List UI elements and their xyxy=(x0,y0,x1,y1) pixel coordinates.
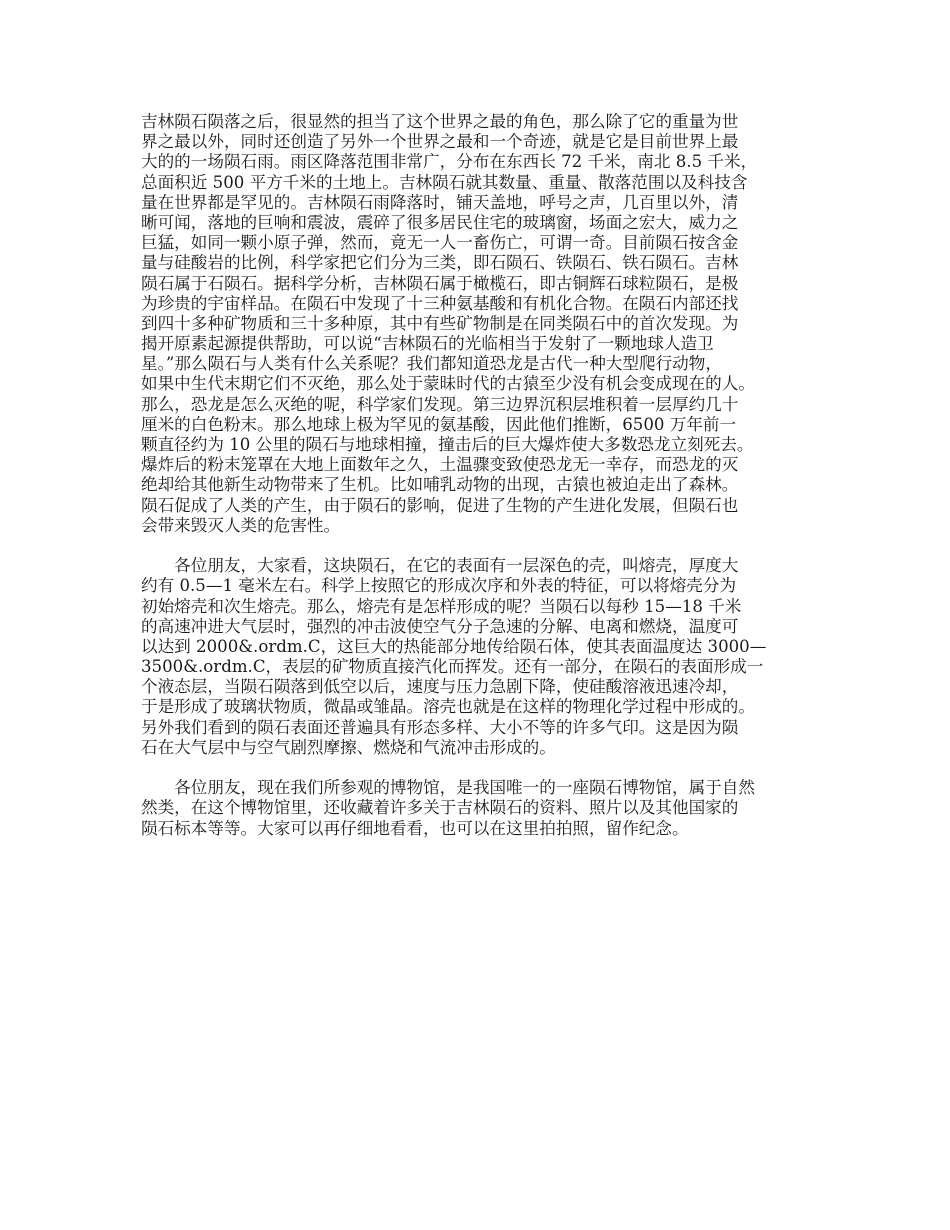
text-line: 如果中生代末期它们不灭绝，那么处于蒙昧时代的古猿至少没有机会变成现在的人。 xyxy=(141,374,755,394)
text-line: 颗直径约为 10 公里的陨石与地球相撞，撞击后的巨大爆炸使大多数恐龙立刻死去。 xyxy=(141,435,754,454)
paragraph-spacer xyxy=(141,758,831,778)
text-line: 揭开原素起源提供帮助，可以说“吉林陨石的光临相当于发射了一颗地球人造卫 xyxy=(141,334,714,354)
text-line: 初始熔壳和次生熔壳。那么，熔壳有是怎样形成的呢？当陨石以每秒 15—18 千米 xyxy=(141,596,742,616)
text-line: 约有 0.5—1 毫米左右。科学上按照它的形成次序和外表的特征，可以将熔壳分为 xyxy=(141,576,737,596)
text-line: 陨石标本等等。大家可以再仔细地看看，也可以在这里拍拍照，留作纪念。 xyxy=(141,818,689,838)
text-line: 的高速冲进大气层时，强烈的冲击波使空气分子急速的分解、电离和燃烧，温度可 xyxy=(141,616,739,636)
text-line: 各位朋友，现在我们所参观的博物馆，是我国唯一的一座陨石博物馆，属于自然 xyxy=(141,778,755,798)
text-line: 以达到 2000&.ordm.C，这巨大的热能部分地传给陨石体，使其表面温度达 3000— xyxy=(141,636,767,656)
text-line: 界之最以外，同时还创造了另外一个世界之最和一个奇迹，就是它是目前世界上最 xyxy=(141,132,739,152)
paragraph-spacer xyxy=(141,536,831,556)
text-line: 陨石促成了人类的产生，由于陨石的影响，促进了生物的产生进化发展，但陨石也 xyxy=(141,495,739,515)
text-line: 大的的一场陨石雨。雨区降落范围非常广，分布在东西长 72 千米，南北 8.5 千米， xyxy=(141,152,758,172)
text-line: 为珍贵的宇宙样品。在陨石中发现了十三种氨基酸和有机化合物。在陨石内部还找 xyxy=(141,293,739,313)
text-line: 然类，在这个博物馆里，还收藏着许多关于吉林陨石的资料、照片以及其他国家的 xyxy=(141,798,739,818)
text-line: 厘米的白色粉末。那么地球上极为罕见的氨基酸，因此他们推断，6500 万年前一 xyxy=(141,414,737,434)
paragraph-jilin-meteorite xyxy=(141,112,831,536)
text-line: 量在世界都是罕见的。吉林陨石雨降落时，铺天盖地，呼号之声，几百里以外，清 xyxy=(141,192,739,212)
text-line: 量与硅酸岩的比例，科学家把它们分为三类，即石陨石、铁陨石、铁石陨石。吉林 xyxy=(141,253,739,273)
text-line: 于是形成了玻璃状物质，微晶或雏晶。溶壳也就是在这样的物理化学过程中形成的。 xyxy=(141,697,755,717)
text-line: 巨猛，如同一颗小原子弹，然而，竟无一人一畜伤亡，可谓一奇。目前陨石按含金 xyxy=(141,233,739,253)
text-line: 到四十多种矿物质和三十多种原，其中有些矿物制是在同类陨石中的首次发现。为 xyxy=(141,313,739,333)
text-line: 那么，恐龙是怎么灭绝的呢，科学家们发现。第三边界沉积层堆积着一层厚约几十 xyxy=(141,394,739,414)
text-line: 爆炸后的粉末笼罩在大地上面数年之久，土温骤变致使恐龙无一幸存，而恐龙的灭 xyxy=(141,455,739,475)
text-line: 个液态层，当陨石陨落到低空以后，速度与压力急剧下降，使硅酸溶液迅速冷却， xyxy=(141,677,739,697)
text-line: 吉林陨石陨落之后，很显然的担当了这个世界之最的角色，那么除了它的重量为世 xyxy=(141,112,739,131)
text-line: 总面积近 500 平方千米的土地上。吉林陨石就其数量、重量、散落范围以及科技含 xyxy=(141,172,748,192)
text-line: 星。”那么陨石与人类有什么关系呢？我们都知道恐龙是古代一种大型爬行动物， xyxy=(141,354,722,374)
text-line: 会带来毁灭人类的危害性。 xyxy=(141,515,341,535)
document-page xyxy=(141,112,831,839)
text-line: 晰可闻，落地的巨响和震波，震碎了很多居民住宅的玻璃窗，场面之宏大，威力之 xyxy=(141,212,739,232)
text-line: 3500&.ordm.C，表层的矿物质直接汽化而挥发。还有一部分，在陨石的表面形成一 xyxy=(141,657,764,677)
paragraph-museum xyxy=(141,778,831,839)
text-line: 陨石属于石陨石。据科学分析，吉林陨石属于橄榄石，即古铜辉石球粒陨石，是极 xyxy=(141,273,739,293)
text-line: 绝却给其他新生动物带来了生机。比如哺乳动物的出现，古猿也被迫走出了森林。 xyxy=(141,475,739,495)
text-line: 各位朋友，大家看，这块陨石，在它的表面有一层深色的壳，叫熔壳，厚度大 xyxy=(141,556,739,576)
text-line: 另外我们看到的陨石表面还普遍具有形态多样、大小不等的许多气印。这是因为陨 xyxy=(141,717,739,737)
text-line: 石在大气层中与空气剧烈摩擦、燃烧和气流冲击形成的。 xyxy=(141,737,556,757)
paragraph-fusion-crust xyxy=(141,556,831,758)
